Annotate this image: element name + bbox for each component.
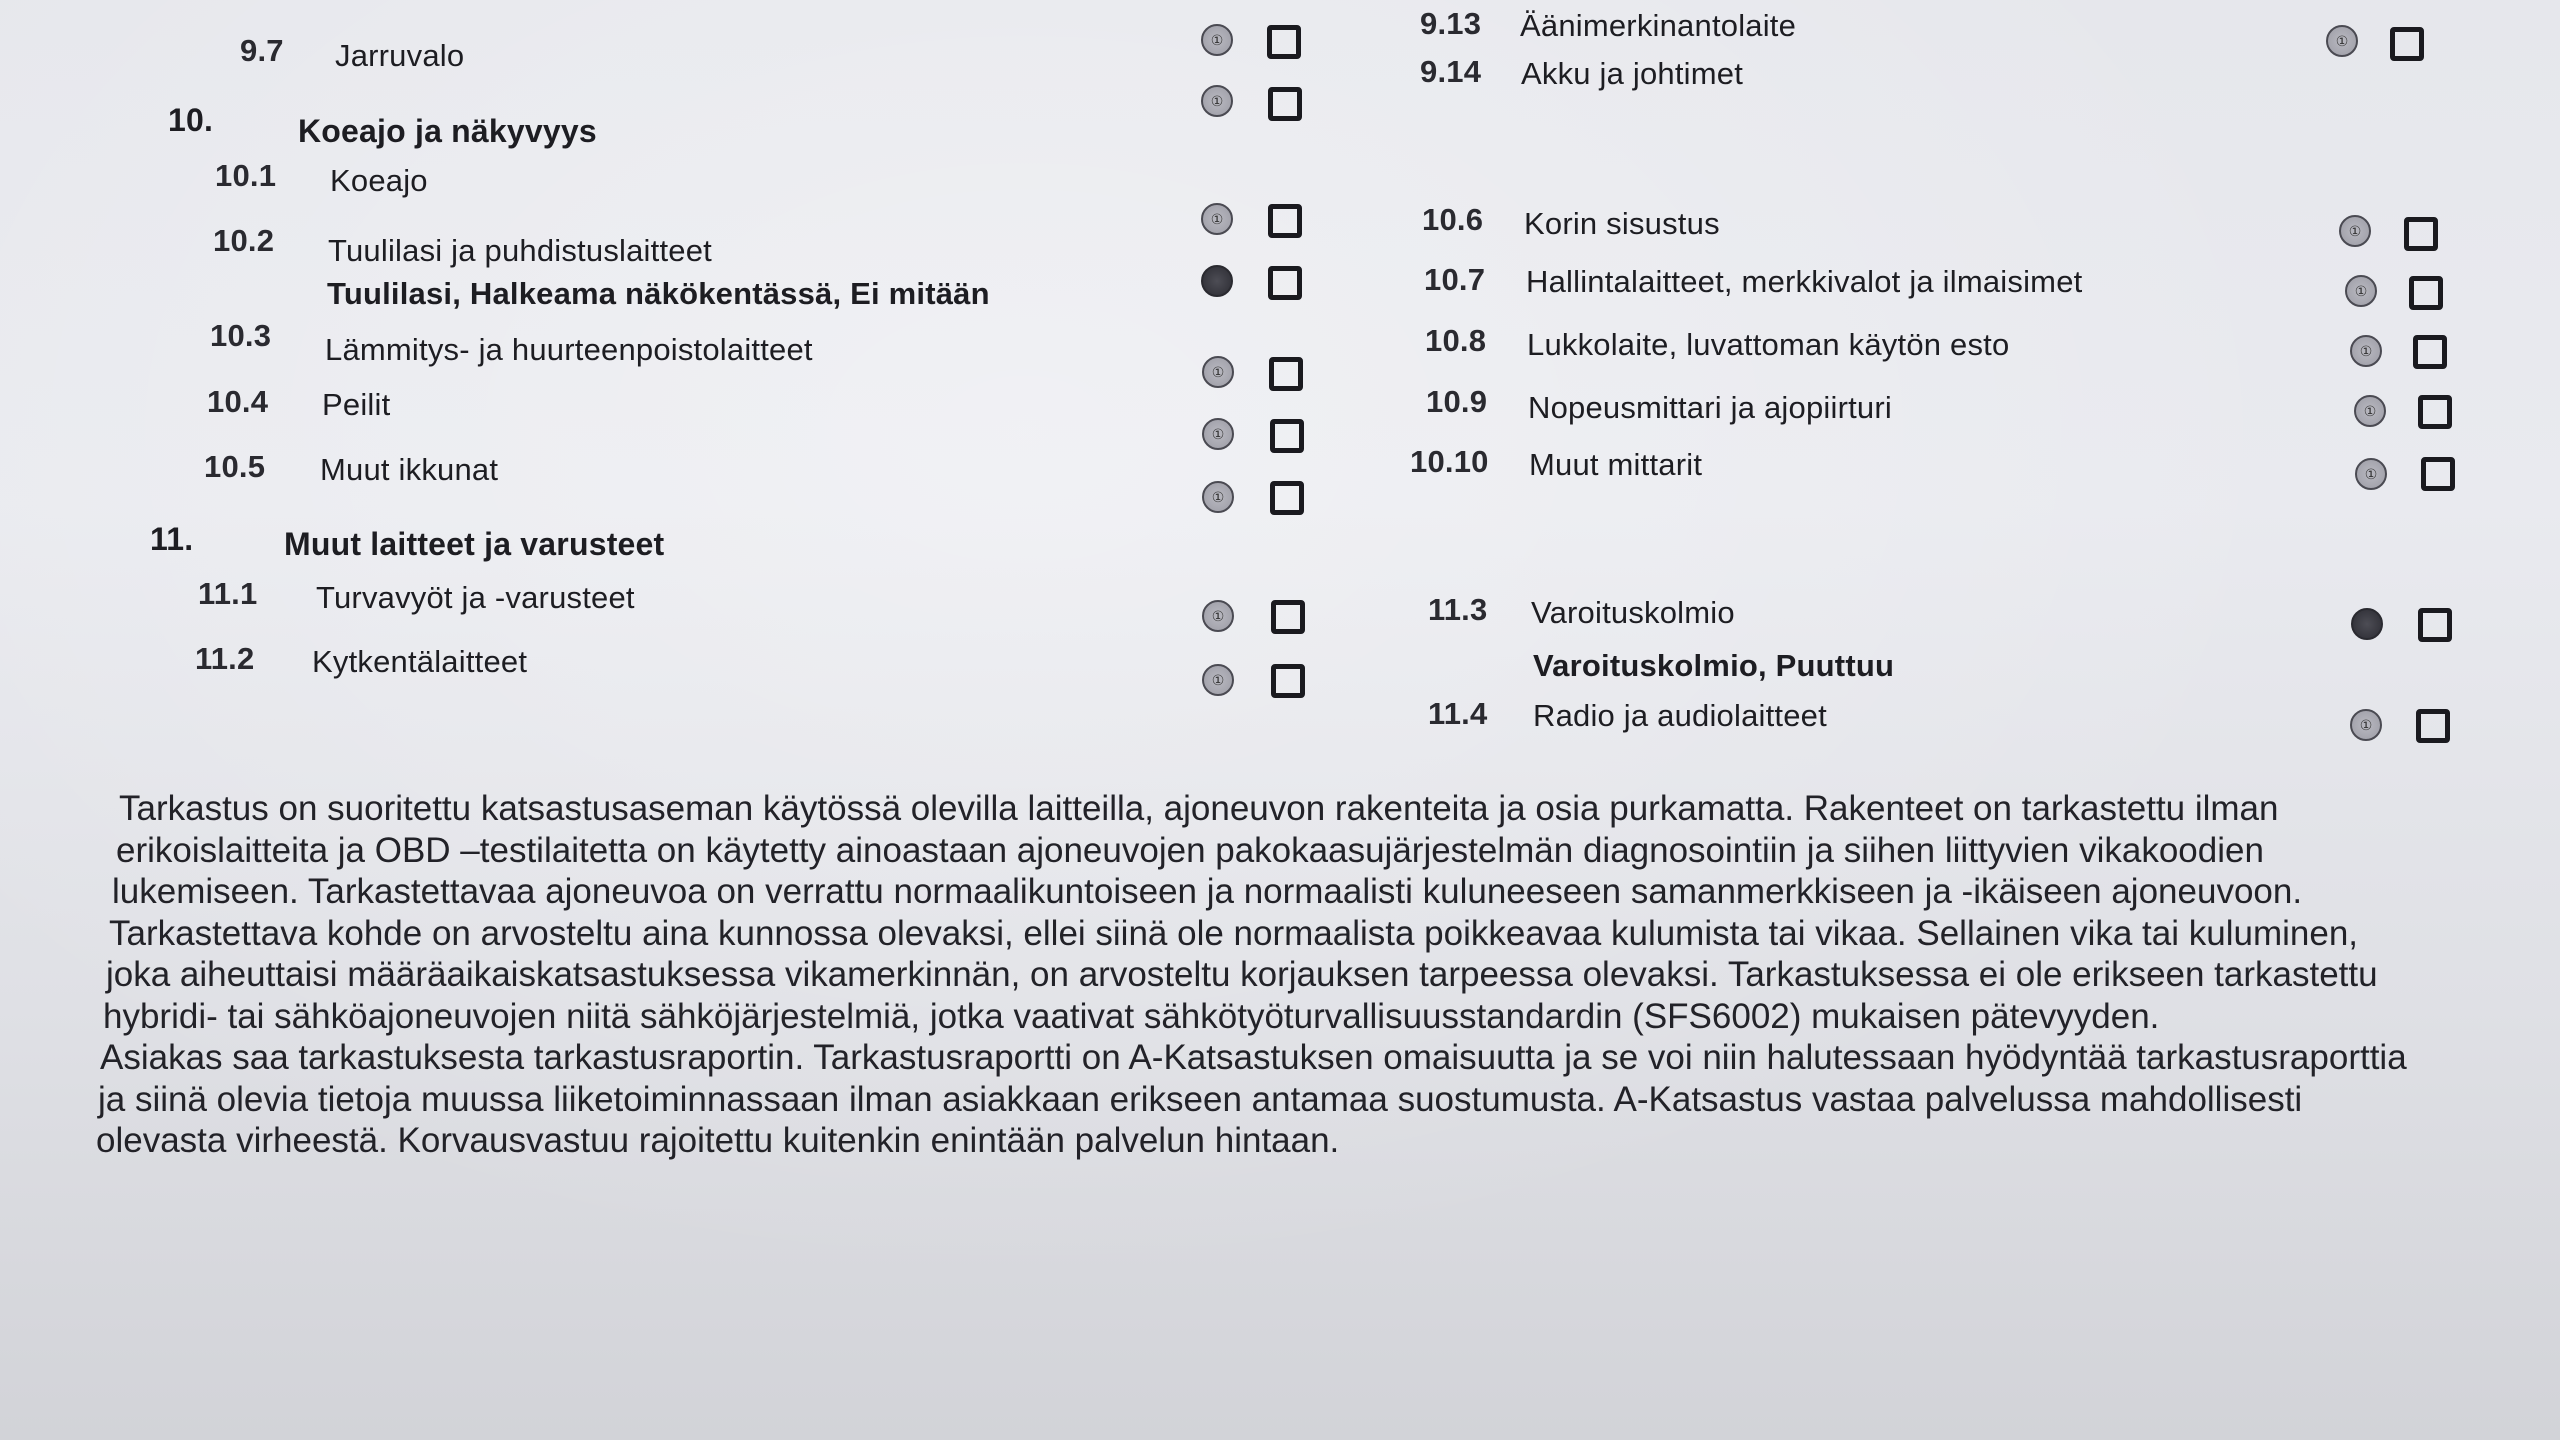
item-label: Radio ja audiolaitteet	[1533, 698, 1827, 733]
checkbox[interactable]	[2418, 608, 2452, 642]
paragraph-line: Tarkastettava kohde on arvosteltu aina kunnossa olevaksi, ellei siinä ole normaalista poikkeavaa kulumista tai vikaa. Sellainen vika tai kuluminen,	[109, 913, 2359, 953]
defect-note: Tuulilasi, Halkeama näkökentässä, Ei mitään	[327, 276, 990, 311]
grade-1-icon: ①	[1201, 24, 1233, 56]
checkbox[interactable]	[1268, 266, 1302, 300]
item-number: 9.7	[240, 33, 284, 68]
item-label: Muut mittarit	[1529, 447, 1703, 482]
grade-1-icon: ①	[1201, 203, 1233, 235]
grade-1-icon: ①	[2355, 458, 2387, 490]
checkbox[interactable]	[1270, 419, 1304, 453]
checkbox[interactable]	[1267, 25, 1301, 59]
item-label: Koeajo	[330, 163, 428, 198]
checkbox[interactable]	[1268, 204, 1302, 238]
item-number: 10.10	[1410, 444, 1489, 479]
checkbox[interactable]	[1268, 87, 1302, 121]
grade-1-icon: ①	[2339, 215, 2371, 247]
item-number: 10.5	[204, 449, 266, 484]
checkbox[interactable]	[2418, 395, 2452, 429]
checkbox[interactable]	[2409, 276, 2443, 310]
grade-1-icon: ①	[2345, 275, 2377, 307]
grade-1-icon: ①	[2350, 335, 2382, 367]
item-label: Hallintalaitteet, merkkivalot ja ilmaisimet	[1526, 264, 2083, 299]
item-label: Turvavyöt ja -varusteet	[316, 580, 635, 615]
item-label: Korin sisustus	[1524, 206, 1720, 241]
checkbox[interactable]	[1270, 481, 1304, 515]
item-label: Peilit	[322, 387, 391, 422]
checkbox[interactable]	[1269, 357, 1303, 391]
grade-1-icon: ①	[1202, 356, 1234, 388]
item-number: 11.1	[198, 576, 258, 611]
item-label: Muut ikkunat	[320, 452, 499, 487]
grade-1-icon: ①	[1201, 85, 1233, 117]
item-label: Nopeusmittari ja ajopiirturi	[1528, 390, 1892, 425]
item-number: 11.3	[1428, 592, 1488, 627]
item-number: 9.14	[1420, 54, 1482, 89]
item-number: 10.1	[215, 158, 277, 193]
item-label: Lukkolaite, luvattoman käytön esto	[1527, 327, 2010, 362]
item-number: 10.6	[1422, 202, 1484, 237]
item-label: Lämmitys- ja huurteenpoistolaitteet	[325, 332, 813, 367]
item-number: 10.9	[1426, 384, 1488, 419]
item-label: Akku ja johtimet	[1521, 56, 1744, 91]
section-number: 10.	[168, 102, 214, 138]
grade-1-icon: ①	[1202, 418, 1234, 450]
paragraph-line: olevasta virheestä. Korvausvastuu rajoitettu kuitenkin enintään palvelun hintaan.	[96, 1121, 1340, 1160]
checkbox[interactable]	[2390, 27, 2424, 61]
checkbox[interactable]	[2404, 217, 2438, 251]
checkbox[interactable]	[2413, 335, 2447, 369]
grade-1-icon: ①	[2354, 395, 2386, 427]
checkbox[interactable]	[1271, 600, 1305, 634]
paragraph-line: Asiakas saa tarkastuksesta tarkastusraportin. Tarkastusraportti on A-Katsastuksen omaisuutta ja se voi niin halutessaan hyödyntää tarkastusraporttia	[100, 1038, 2407, 1077]
item-number: 11.2	[195, 641, 255, 676]
disclaimer-paragraph	[62, 788, 2532, 1162]
grade-1-icon: ①	[1202, 600, 1234, 632]
checkbox[interactable]	[2421, 457, 2455, 491]
paragraph-line: erikoislaitteita ja OBD –testilaitetta on käytetty ainoastaan ajoneuvojen pakokaasujärjestelmän diagnosointiin ja siihen liittyvien vikakoodien	[116, 830, 2264, 870]
item-label: Tuulilasi ja puhdistuslaitteet	[328, 233, 712, 268]
item-label: Kytkentälaitteet	[312, 644, 528, 679]
item-number: 10.7	[1424, 262, 1486, 297]
paragraph-line: ja siinä olevia tietoja muussa liiketoiminnassaan ilman asiakkaan erikseen antamaa suostumusta. A-Katsastus vastaa palvelussa mahdollisesti	[98, 1079, 2303, 1119]
paragraph-line: lukemiseen. Tarkastettavaa ajoneuvoa on verrattu normaalikuntoiseen ja normaalisti kuluneeseen samanmerkkiseen ja -ikäiseen ajoneuvoon.	[112, 872, 2303, 911]
item-label: Varoituskolmio	[1531, 595, 1735, 630]
item-number: 11.4	[1428, 696, 1488, 731]
defect-marker-icon	[1201, 265, 1233, 297]
paragraph-line: hybridi- tai sähköajoneuvojen niitä sähköjärjestelmiä, jotka vaativat sähkötyöturvallisuusstandardin (SFS6002) mukaisen pätevyyden.	[103, 996, 2160, 1036]
section-title: Koeajo ja näkyvyys	[298, 113, 597, 149]
checkbox[interactable]	[2416, 709, 2450, 743]
grade-1-icon: ①	[1202, 664, 1234, 696]
defect-marker-icon	[2351, 608, 2383, 640]
defect-note: Varoituskolmio, Puuttuu	[1533, 648, 1895, 683]
item-number: 10.2	[213, 223, 275, 258]
item-number: 10.8	[1425, 323, 1487, 358]
grade-1-icon: ①	[2326, 25, 2358, 57]
item-label: Äänimerkinantolaite	[1520, 8, 1797, 43]
item-label: Jarruvalo	[335, 38, 465, 73]
paragraph-line: Tarkastus on suoritettu katsastusaseman käytössä olevilla laitteilla, ajoneuvon rakenteita ja osia purkamatta. Rakenteet on tarkastettu ilman	[119, 789, 2279, 828]
section-number: 11.	[150, 521, 194, 557]
paragraph-line: joka aiheuttaisi määräaikaiskatsastuksessa vikamerkinnän, on arvosteltu korjauksen tarpeessa olevaksi. Tarkastuksessa ei ole erikseen tarkastettu	[106, 955, 2378, 994]
item-number: 10.4	[207, 384, 269, 419]
checkbox[interactable]	[1271, 664, 1305, 698]
item-number: 9.13	[1420, 6, 1482, 41]
grade-1-icon: ①	[1202, 481, 1234, 513]
item-number: 10.3	[210, 318, 272, 353]
section-title: Muut laitteet ja varusteet	[284, 526, 665, 562]
grade-1-icon: ①	[2350, 709, 2382, 741]
